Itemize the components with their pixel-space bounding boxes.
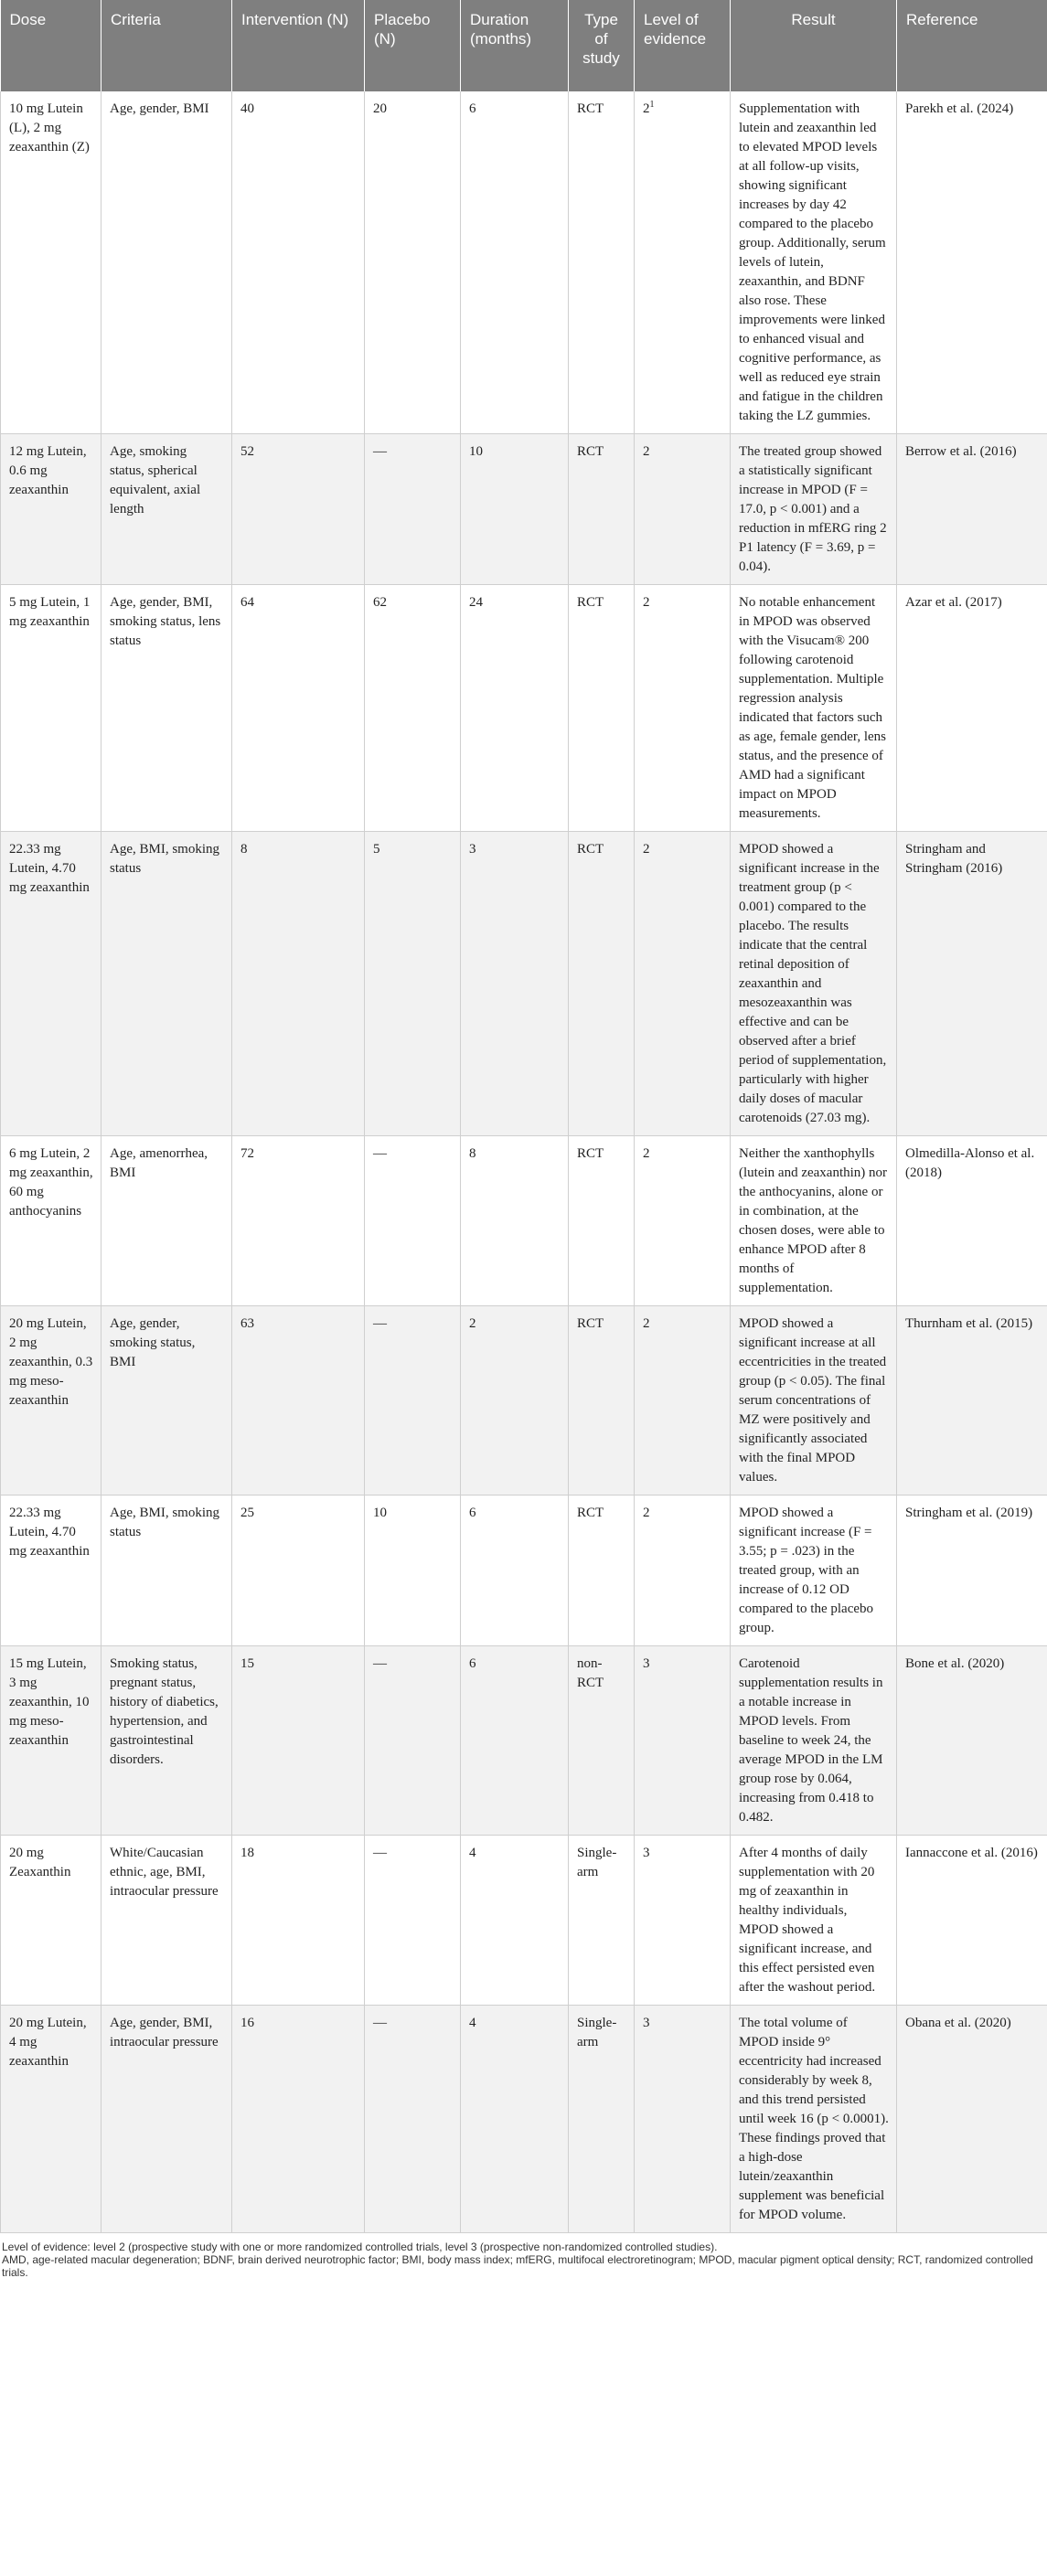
- cell-type: [569, 2006, 635, 2233]
- cell-dose: [1, 585, 101, 832]
- cell-type-text: RCT: [577, 842, 604, 857]
- cell-dose-text: 20 mg Lutein, 2 mg zeaxanthin, 0.3 mg meso-zeaxanthin: [9, 1316, 93, 1408]
- cell-result-text: MPOD showed a significant increase (F = 3.55; p = .023) in the treated group, with an increase of 0.12 OD compared to the placebo group.: [739, 1506, 874, 1635]
- cell-reference: [897, 91, 1047, 434]
- cell-reference-text: Berrow et al. (2016): [905, 444, 1017, 459]
- cell-intervention-text: 16: [240, 2016, 254, 2030]
- cell-intervention-text: 8: [240, 842, 248, 857]
- table-row: [1, 585, 1047, 832]
- cell-type-text: RCT: [577, 1146, 604, 1161]
- table-row: [1, 1136, 1047, 1306]
- header-reference: Reference: [897, 0, 1047, 91]
- cell-criteria-text: Age, gender, BMI, intraocular pressure: [110, 2016, 219, 2049]
- cell-level-text: 3: [643, 1846, 650, 1860]
- cell-intervention-text: 64: [240, 595, 254, 610]
- cell-criteria-text: Age, BMI, smoking status: [110, 842, 219, 876]
- cell-placebo: [365, 2006, 461, 2233]
- cell-reference-text: Thurnham et al. (2015): [905, 1316, 1033, 1331]
- cell-criteria-text: White/Caucasian ethnic, age, BMI, intraocular pressure: [110, 1846, 219, 1899]
- footnote-evidence: Level of evidence: level 2 (prospective study with one or more randomized controlled trials, level 3 (prospective non-randomized controlled studies).: [2, 2241, 718, 2253]
- cell-intervention: [232, 1836, 365, 2006]
- cell-duration-text: 4: [469, 1846, 476, 1860]
- cell-dose-text: 6 mg Lutein, 2 mg zeaxanthin, 60 mg anthocyanins: [9, 1146, 93, 1219]
- cell-duration-text: 6: [469, 1656, 476, 1671]
- cell-duration-text: 2: [469, 1316, 476, 1331]
- cell-type-text: RCT: [577, 444, 604, 459]
- cell-type-text: Single-arm: [577, 1846, 617, 1879]
- cell-dose-text: 10 mg Lutein (L), 2 mg zeaxanthin (Z): [9, 101, 90, 154]
- cell-reference-text: Obana et al. (2020): [905, 2016, 1011, 2030]
- cell-result-text: The treated group showed a statistically significant increase in MPOD (F = 17.0, p < 0.001) and a reduction in mfERG ring 2 P1 latency (F = 3.69, p = 0.04).: [739, 444, 887, 574]
- table-row: [1, 2006, 1047, 2233]
- cell-placebo-text: 20: [373, 101, 387, 116]
- cell-intervention-text: 63: [240, 1316, 254, 1331]
- cell-placebo-text: 10: [373, 1506, 387, 1520]
- cell-duration-text: 6: [469, 1506, 476, 1520]
- cell-placebo: [365, 1136, 461, 1306]
- cell-placebo: [365, 91, 461, 434]
- cell-result-text: After 4 months of daily supplementation with 20 mg of zeaxanthin in healthy individuals, MPOD showed a significant increase, and this effect persisted even after the washout period.: [739, 1846, 876, 1995]
- cell-placebo: [365, 1646, 461, 1836]
- cell-reference-text: Parekh et al. (2024): [905, 101, 1014, 116]
- table-footnotes: [0, 2233, 1047, 2279]
- cell-level-text: 2: [643, 1146, 650, 1161]
- cell-placebo-text: —: [373, 1316, 387, 1331]
- header-level: Level of evidence: [635, 0, 731, 91]
- cell-reference: [897, 1496, 1047, 1646]
- cell-type: [569, 1306, 635, 1496]
- cell-dose-text: 22.33 mg Lutein, 4.70 mg zeaxanthin: [9, 842, 90, 895]
- cell-reference-text: Stringham and Stringham (2016): [905, 842, 1003, 876]
- cell-level-text: 2: [643, 595, 650, 610]
- cell-duration: [461, 434, 569, 585]
- level-footnote-mark: 1: [649, 100, 655, 110]
- cell-placebo-text: —: [373, 444, 387, 459]
- cell-duration: [461, 585, 569, 832]
- cell-reference-text: Azar et al. (2017): [905, 595, 1002, 610]
- cell-dose-text: 22.33 mg Lutein, 4.70 mg zeaxanthin: [9, 1506, 90, 1559]
- cell-level: [635, 1136, 731, 1306]
- cell-criteria-text: Age, gender, smoking status, BMI: [110, 1316, 196, 1369]
- cell-result-text: MPOD showed a significant increase in the treatment group (p < 0.001) compared to the placebo. The results indicate that the central retinal deposition of zeaxanthin and mesozeaxanthin was effective and can be observed after a brief period of supplementation, particularly with higher daily doses of macular carotenoids (27.03 mg).: [739, 842, 887, 1125]
- cell-type: [569, 585, 635, 832]
- cell-intervention: [232, 2006, 365, 2233]
- cell-dose-text: 5 mg Lutein, 1 mg zeaxanthin: [9, 595, 91, 629]
- cell-duration: [461, 1306, 569, 1496]
- cell-duration: [461, 1836, 569, 2006]
- cell-level-text: 2: [643, 1316, 650, 1331]
- cell-criteria-text: Age, gender, BMI, smoking status, lens status: [110, 595, 221, 648]
- cell-level-text: 2: [643, 101, 650, 116]
- table-row: [1, 1836, 1047, 2006]
- cell-criteria: [101, 1496, 232, 1646]
- cell-result: [731, 585, 897, 832]
- cell-reference: [897, 1646, 1047, 1836]
- cell-reference: [897, 832, 1047, 1136]
- cell-result-text: Neither the xanthophylls (lutein and zeaxanthin) nor the anthocyanins, alone or in combination, at the chosen doses, were able to enhance MPOD after 8 months of supplementation.: [739, 1146, 888, 1295]
- cell-dose: [1, 2006, 101, 2233]
- table-body: [1, 91, 1047, 2233]
- cell-intervention: [232, 832, 365, 1136]
- footnote-abbreviations: AMD, age-related macular degeneration; BDNF, brain derived neurotrophic factor; BMI, body mass index; mfERG, multifocal electroretinogram; MPOD, macular pigment optical density; RCT, randomized controlled trials.: [2, 2253, 1033, 2279]
- cell-level-text: 3: [643, 2016, 650, 2030]
- table-row: [1, 434, 1047, 585]
- cell-level: [635, 1836, 731, 2006]
- cell-result-text: No notable enhancement in MPOD was observed with the Visucam® 200 following carotenoid supplementation. Multiple regression analysis indicated that factors such as age, female gender, lens status, and the presence of AMD had a significant impact on MPOD measurements.: [739, 595, 886, 821]
- cell-duration-text: 24: [469, 595, 483, 610]
- cell-level-text: 2: [643, 1506, 650, 1520]
- cell-type: [569, 1646, 635, 1836]
- cell-placebo-text: 62: [373, 595, 387, 610]
- cell-reference-text: Olmedilla-Alonso et al. (2018): [905, 1146, 1035, 1180]
- cell-level: [635, 585, 731, 832]
- cell-result: [731, 1496, 897, 1646]
- cell-intervention-text: 40: [240, 101, 254, 116]
- cell-intervention-text: 15: [240, 1656, 254, 1671]
- cell-intervention: [232, 434, 365, 585]
- cell-criteria: [101, 585, 232, 832]
- cell-level: [635, 434, 731, 585]
- cell-criteria: [101, 434, 232, 585]
- cell-criteria: [101, 1306, 232, 1496]
- cell-criteria-text: Age, BMI, smoking status: [110, 1506, 219, 1539]
- cell-result-text: The total volume of MPOD inside 9° eccentricity had increased considerably by week 8, and this trend persisted until week 16 (p < 0.0001). These findings proved that a high-dose lutein/zeaxanthin supplement was beneficial for MPOD volume.: [739, 2016, 889, 2222]
- header-criteria: Criteria: [101, 0, 232, 91]
- cell-placebo: [365, 1496, 461, 1646]
- cell-criteria: [101, 1136, 232, 1306]
- cell-placebo: [365, 1836, 461, 2006]
- header-dose: Dose: [1, 0, 101, 91]
- cell-criteria: [101, 1836, 232, 2006]
- cell-result: [731, 91, 897, 434]
- cell-reference-text: Iannaccone et al. (2016): [905, 1846, 1038, 1860]
- cell-reference: [897, 1836, 1047, 2006]
- cell-placebo: [365, 434, 461, 585]
- cell-reference: [897, 2006, 1047, 2233]
- cell-level: [635, 832, 731, 1136]
- cell-intervention-text: 18: [240, 1846, 254, 1860]
- cell-reference: [897, 434, 1047, 585]
- cell-reference-text: Bone et al. (2020): [905, 1656, 1005, 1671]
- cell-placebo-text: —: [373, 1146, 387, 1161]
- cell-reference: [897, 585, 1047, 832]
- cell-dose-text: 20 mg Zeaxanthin: [9, 1846, 71, 1879]
- cell-dose-text: 12 mg Lutein, 0.6 mg zeaxanthin: [9, 444, 87, 497]
- cell-type-text: non-RCT: [577, 1656, 604, 1690]
- cell-placebo: [365, 832, 461, 1136]
- cell-dose: [1, 1836, 101, 2006]
- cell-result-text: Carotenoid supplementation results in a notable increase in MPOD levels. From baseline to week 24, the average MPOD in the LM group rose by 0.064, increasing from 0.418 to 0.482.: [739, 1656, 883, 1825]
- cell-level-text: 3: [643, 1656, 650, 1671]
- cell-type: [569, 1836, 635, 2006]
- cell-placebo-text: —: [373, 1656, 387, 1671]
- header-result: Result: [731, 0, 897, 91]
- cell-dose: [1, 1646, 101, 1836]
- cell-duration: [461, 2006, 569, 2233]
- cell-result: [731, 832, 897, 1136]
- cell-result: [731, 1306, 897, 1496]
- cell-reference: [897, 1306, 1047, 1496]
- cell-intervention-text: 25: [240, 1506, 254, 1520]
- cell-dose: [1, 1136, 101, 1306]
- cell-intervention: [232, 1306, 365, 1496]
- cell-duration-text: 3: [469, 842, 476, 857]
- cell-intervention: [232, 91, 365, 434]
- cell-level: [635, 1306, 731, 1496]
- cell-criteria: [101, 832, 232, 1136]
- cell-type-text: Single-arm: [577, 2016, 617, 2049]
- cell-criteria-text: Age, gender, BMI: [110, 101, 209, 116]
- table-row: [1, 1646, 1047, 1836]
- cell-duration: [461, 832, 569, 1136]
- cell-duration-text: 6: [469, 101, 476, 116]
- cell-intervention-text: 72: [240, 1146, 254, 1161]
- cell-placebo-text: —: [373, 2016, 387, 2030]
- cell-dose-text: 15 mg Lutein, 3 mg zeaxanthin, 10 mg meso-zeaxanthin: [9, 1656, 90, 1748]
- cell-result-text: MPOD showed a significant increase at all eccentricities in the treated group (p < 0.05). The final serum concentrations of MZ were positively and significantly associated with the final MPOD values.: [739, 1316, 887, 1485]
- cell-duration-text: 8: [469, 1146, 476, 1161]
- cell-type-text: RCT: [577, 595, 604, 610]
- cell-level-text: 2: [643, 444, 650, 459]
- cell-criteria-text: Smoking status, pregnant status, history of diabetics, hypertension, and gastrointestinal disorders.: [110, 1656, 219, 1767]
- cell-duration-text: 10: [469, 444, 483, 459]
- cell-intervention: [232, 585, 365, 832]
- cell-type-text: RCT: [577, 101, 604, 116]
- cell-intervention: [232, 1646, 365, 1836]
- cell-result: [731, 1836, 897, 2006]
- cell-type: [569, 832, 635, 1136]
- cell-intervention-text: 52: [240, 444, 254, 459]
- cell-placebo-text: —: [373, 1846, 387, 1860]
- cell-level: [635, 91, 731, 434]
- cell-duration: [461, 1496, 569, 1646]
- cell-result: [731, 1646, 897, 1836]
- table-row: [1, 832, 1047, 1136]
- cell-type: [569, 434, 635, 585]
- cell-placebo: [365, 1306, 461, 1496]
- cell-dose: [1, 434, 101, 585]
- cell-type: [569, 1136, 635, 1306]
- cell-dose-text: 20 mg Lutein, 4 mg zeaxanthin: [9, 2016, 87, 2069]
- cell-placebo-text: 5: [373, 842, 380, 857]
- cell-dose: [1, 91, 101, 434]
- cell-intervention: [232, 1496, 365, 1646]
- table-header-row: [1, 0, 1047, 91]
- cell-criteria: [101, 91, 232, 434]
- cell-duration: [461, 1646, 569, 1836]
- cell-duration: [461, 91, 569, 434]
- cell-criteria-text: Age, smoking status, spherical equivalent, axial length: [110, 444, 201, 516]
- cell-level: [635, 2006, 731, 2233]
- cell-result: [731, 1136, 897, 1306]
- table-row: [1, 1496, 1047, 1646]
- table-row: [1, 1306, 1047, 1496]
- header-placebo: Placebo (N): [365, 0, 461, 91]
- cell-result-text: Supplementation with lutein and zeaxanthin led to elevated MPOD levels at all follow-up visits, showing significant increases by day 42 compared to the placebo group. Additionally, serum levels of lutein, zeaxanthin, and BDNF also rose. These improvements were linked to enhanced visual and cognitive performance, as well as reduced eye strain and fatigue in the children taking the LZ gummies.: [739, 101, 886, 423]
- cell-level: [635, 1646, 731, 1836]
- cell-type: [569, 91, 635, 434]
- cell-placebo: [365, 585, 461, 832]
- cell-reference: [897, 1136, 1047, 1306]
- cell-duration: [461, 1136, 569, 1306]
- cell-dose: [1, 1496, 101, 1646]
- cell-criteria: [101, 2006, 232, 2233]
- cell-result: [731, 2006, 897, 2233]
- cell-reference-text: Stringham et al. (2019): [905, 1506, 1033, 1520]
- cell-level-text: 2: [643, 842, 650, 857]
- header-intervention: Intervention (N): [232, 0, 365, 91]
- cell-type: [569, 1496, 635, 1646]
- cell-level: [635, 1496, 731, 1646]
- cell-criteria: [101, 1646, 232, 1836]
- cell-dose: [1, 832, 101, 1136]
- cell-duration-text: 4: [469, 2016, 476, 2030]
- cell-dose: [1, 1306, 101, 1496]
- header-duration: Duration (months): [461, 0, 569, 91]
- header-type: Type of study: [569, 0, 635, 91]
- cell-result: [731, 434, 897, 585]
- cell-type-text: RCT: [577, 1316, 604, 1331]
- cell-criteria-text: Age, amenorrhea, BMI: [110, 1146, 208, 1180]
- table-row: [1, 91, 1047, 434]
- cell-type-text: RCT: [577, 1506, 604, 1520]
- cell-intervention: [232, 1136, 365, 1306]
